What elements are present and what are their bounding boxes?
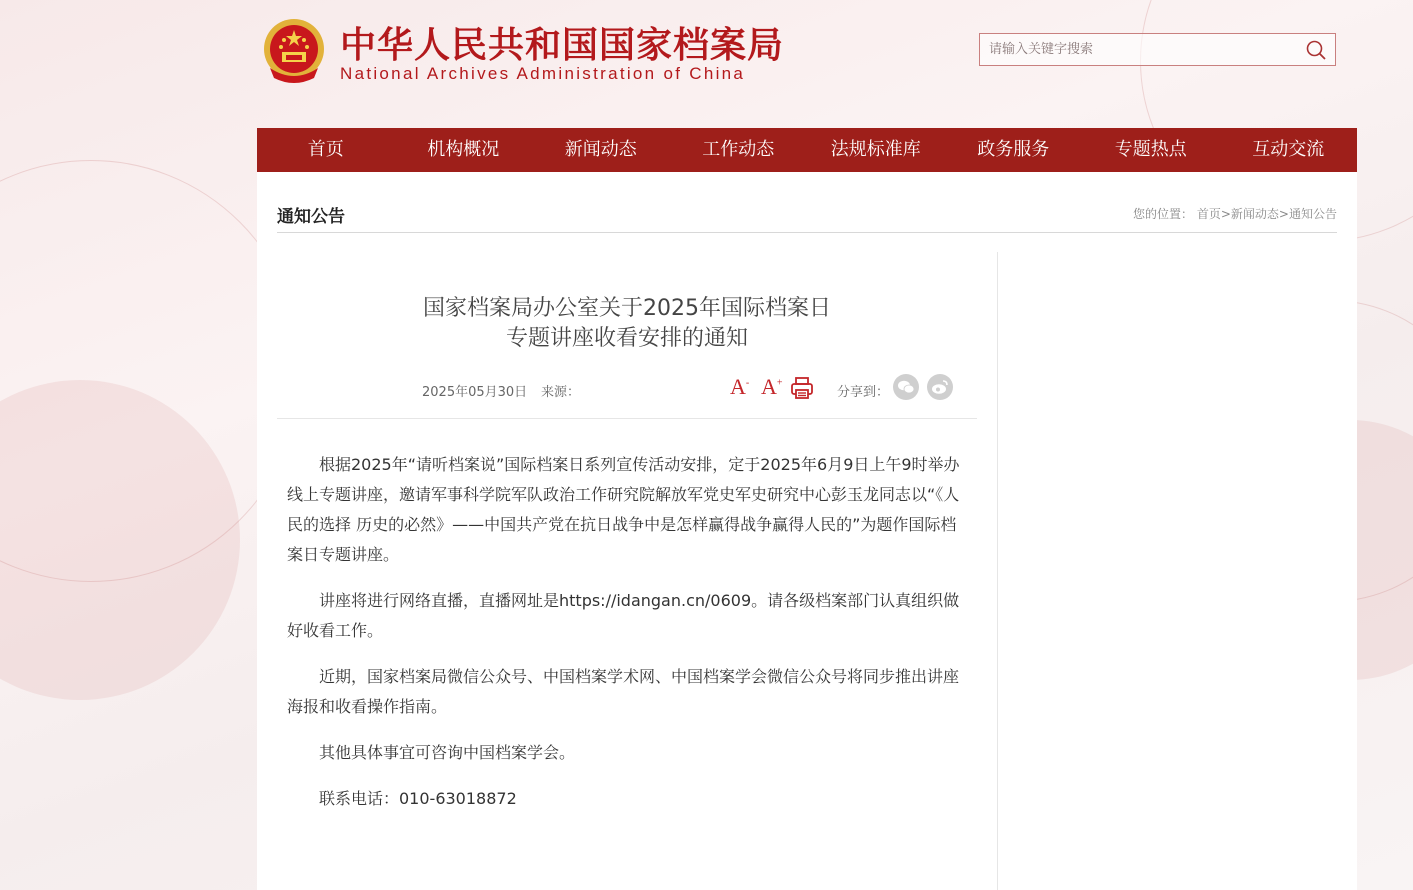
wechat-share-icon[interactable] bbox=[893, 374, 919, 400]
breadcrumb-current-link[interactable]: 通知公告 bbox=[1288, 207, 1337, 221]
nav-item-topics[interactable]: 专题热点 bbox=[1114, 139, 1187, 160]
search-icon[interactable] bbox=[1305, 39, 1327, 61]
nav-item-regulations[interactable]: 法规标准库 bbox=[830, 139, 921, 160]
print-icon[interactable] bbox=[790, 376, 814, 400]
main-nav bbox=[257, 128, 1357, 172]
article-paragraph: 近期，国家档案局微信公众号、中国档案学术网、中国档案学会微信公众号将同步推出讲座海报和收看操作指南。 bbox=[287, 667, 960, 716]
article-title-line1: 国家档案局办公室关于2025年国际档案日 bbox=[423, 296, 831, 321]
nav-item-home[interactable]: 首页 bbox=[307, 139, 344, 160]
font-increase-sup: + bbox=[776, 377, 783, 389]
breadcrumb-news-link[interactable]: 新闻动态 bbox=[1230, 207, 1279, 221]
main-content bbox=[257, 172, 1357, 890]
wechat-icon bbox=[893, 374, 919, 400]
article-meta bbox=[277, 362, 977, 419]
font-decrease-button[interactable] bbox=[730, 374, 749, 400]
article-paragraph: 讲座将进行网络直播，直播网址是https://idangan.cn/0609。请各级档案部门认真组织做好收看工作。 bbox=[287, 591, 960, 640]
site-title: 中华人民共和国国家档案局 bbox=[340, 25, 785, 66]
font-decrease-label: A bbox=[730, 374, 746, 399]
national-emblem-icon bbox=[262, 16, 326, 86]
nav-item-news[interactable]: 新闻动态 bbox=[564, 139, 637, 160]
weibo-share-icon[interactable] bbox=[927, 374, 953, 400]
breadcrumb-home-link[interactable]: 首页 bbox=[1196, 207, 1221, 221]
font-decrease-sup: - bbox=[745, 377, 750, 389]
article-paragraph: 联系电话：010-63018872 bbox=[319, 789, 517, 808]
column-divider bbox=[997, 252, 998, 890]
font-increase-label: A bbox=[761, 374, 777, 399]
article-title bbox=[277, 294, 977, 354]
breadcrumb-prefix: 您的位置： bbox=[1132, 207, 1193, 221]
article-title-line2: 专题讲座收看安排的通知 bbox=[505, 326, 748, 351]
search-box bbox=[979, 33, 1336, 66]
font-increase-button[interactable] bbox=[761, 374, 783, 400]
nav-item-work[interactable]: 工作动态 bbox=[702, 139, 775, 160]
section-title: 通知公告 bbox=[277, 207, 345, 227]
article-paragraph: 根据2025年“请听档案说”国际档案日系列宣传活动安排，定于2025年6月9日上午9时举办线上专题讲座，邀请军事科学院军队政治工作研究院解放军党史军史研究中心彭玉龙同志以“《人民的选择 历史的必然》——中国共产党在抗日战争中是怎样赢得战争赢得人民的”为题作国际档案日专题讲座。 bbox=[287, 455, 960, 564]
nav-item-organization[interactable]: 机构概况 bbox=[427, 139, 500, 160]
breadcrumb-separator: > bbox=[1220, 207, 1231, 221]
publish-date: 2025年05月30日 bbox=[422, 385, 528, 400]
breadcrumb-separator: > bbox=[1278, 207, 1289, 221]
share-label: 分享到： bbox=[837, 385, 890, 400]
section-header bbox=[277, 172, 1337, 233]
source-label: 来源： bbox=[541, 385, 581, 400]
nav-item-interaction[interactable]: 互动交流 bbox=[1252, 139, 1325, 160]
weibo-icon bbox=[927, 374, 953, 400]
site-subtitle: National Archives Administration of China bbox=[340, 64, 746, 83]
breadcrumb bbox=[1133, 205, 1337, 222]
nav-item-services[interactable]: 政务服务 bbox=[977, 139, 1050, 160]
site-header bbox=[257, 0, 1357, 128]
article-body bbox=[287, 450, 969, 830]
search-input[interactable] bbox=[980, 34, 1308, 65]
article-paragraph: 其他具体事宜可咨询中国档案学会。 bbox=[319, 743, 576, 762]
